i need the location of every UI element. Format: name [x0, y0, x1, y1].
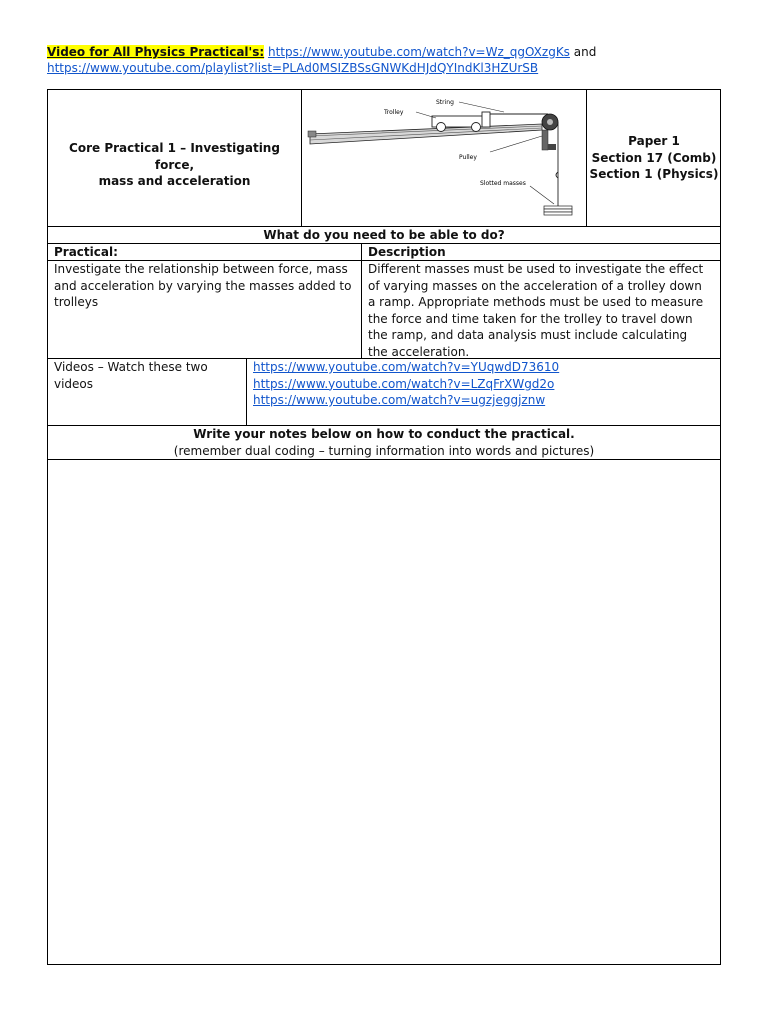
col-practical: Practical:	[54, 245, 118, 259]
divider	[301, 90, 302, 226]
trolley-wheel	[472, 123, 481, 132]
description-text: Different masses must be used to investigate the effect of varying masses on the acceleration of a trolley down a ramp. Appropriate methods must be used to measure the force and time taken for the trolley to travel down the ramp, and data analysis must include calculating the acceleration.	[368, 262, 704, 359]
notes-subheading: (remember dual coding – turning information into words and pictures)	[173, 443, 595, 458]
intro-link-2[interactable]: https://www.youtube.com/playlist?list=PLAd0MSIZBSsGNWKdHJdQYIndKl3HZUrSB	[47, 61, 539, 75]
clamp	[542, 130, 548, 150]
intro-joiner: and	[569, 45, 597, 59]
intro-label: Video for All Physics Practical's:	[47, 45, 265, 59]
ramp-stop	[308, 131, 316, 137]
practical-text: Investigate the relationship between force, mass and acceleration by varying the masses added to trolleys	[54, 262, 352, 309]
trolley-ramp-diagram	[304, 94, 584, 224]
videos-label: Videos – Watch these two videos	[54, 360, 208, 391]
intro-link-1[interactable]: https://www.youtube.com/watch?v=Wz_qgOXzgKs	[267, 45, 570, 59]
practical-sheet	[47, 89, 721, 965]
divider	[246, 358, 247, 425]
video-link-3[interactable]: https://www.youtube.com/watch?v=ugzjeggjznw	[253, 393, 546, 407]
notes-heading: Write your notes below on how to conduct the practical.	[193, 427, 575, 441]
section-heading: What do you need to be able to do?	[263, 228, 505, 242]
slotted-mass	[544, 206, 572, 209]
notes-header	[48, 426, 720, 459]
label-string: String	[436, 99, 454, 106]
slotted-mass	[544, 212, 572, 215]
practical-title: Core Practical 1 – Investigating force, mass and acceleration	[69, 141, 280, 188]
label-pulley: Pulley	[459, 154, 477, 161]
paper-info: Paper 1 Section 17 (Comb) Section 1 (Physics)	[589, 134, 719, 181]
label-trolley: Trolley	[384, 109, 404, 116]
col-description: Description	[368, 245, 446, 259]
notes-area[interactable]	[48, 460, 720, 964]
slotted-mass	[544, 209, 572, 212]
intro	[47, 44, 737, 76]
video-link-2[interactable]: https://www.youtube.com/watch?v=LZqFrXWgd2o	[253, 376, 555, 391]
video-link-1[interactable]: https://www.youtube.com/watch?v=YUqwdD73610	[253, 360, 560, 374]
label-slotted-masses: Slotted masses	[480, 180, 526, 187]
video-links	[253, 359, 713, 409]
trolley-wheel	[437, 123, 446, 132]
